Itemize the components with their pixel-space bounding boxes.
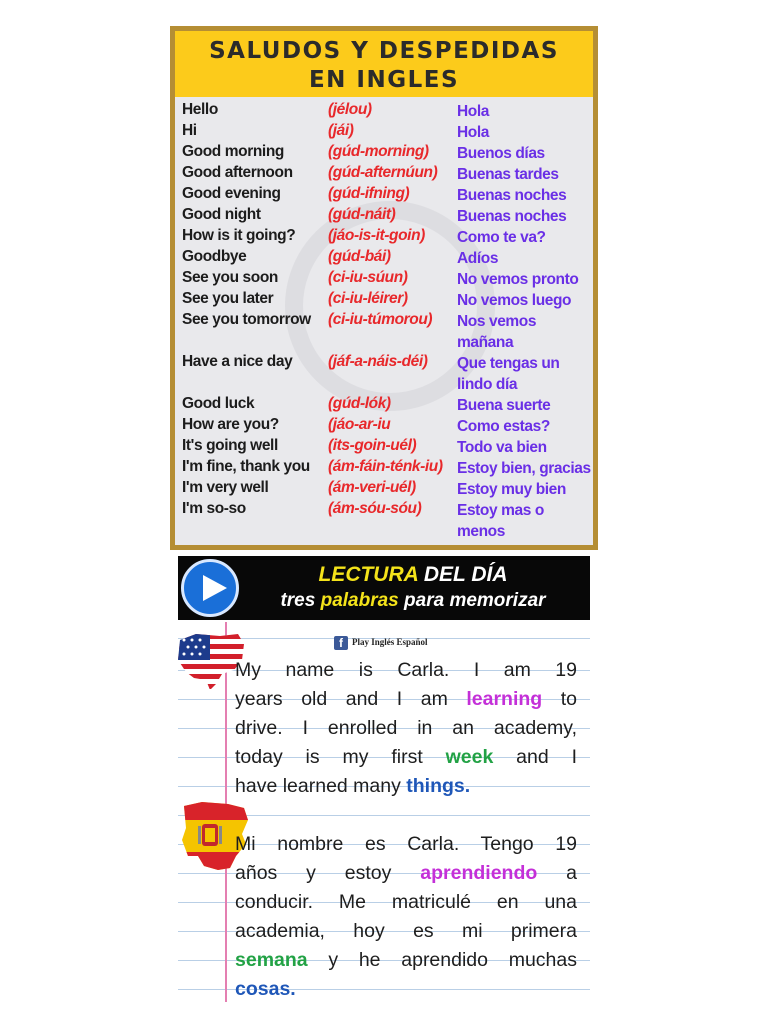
phrase-spanish-line: Adíos <box>457 250 499 267</box>
phrase-pronunciation: (jáf-a-náis-déi) <box>328 353 428 370</box>
phrase-english: Good evening <box>182 185 281 202</box>
spanish-paragraph <box>235 830 577 1004</box>
phrase-english: Good night <box>182 206 261 223</box>
phrase-spanish-line: Nos vemos <box>457 313 537 330</box>
keyword: learning <box>466 688 543 710</box>
phrase-english: Good luck <box>182 395 255 412</box>
phrase-spanish-line: Como te va? <box>457 229 546 246</box>
phrase-english: Good afternoon <box>182 164 293 181</box>
phrase-pronunciation: (its-goin-uél) <box>328 437 417 454</box>
phrase-spanish-line: Buenas tardes <box>457 166 559 183</box>
phrase-pronunciation: (gúd-ifning) <box>328 185 410 202</box>
paragraph-line <box>235 743 577 772</box>
facebook-icon: f <box>334 636 348 650</box>
phrase-english: See you soon <box>182 269 278 286</box>
text-segment: drive. I enrolled in an academy, <box>235 717 577 739</box>
text-segment: today is my first <box>235 746 446 768</box>
phrase-spanish <box>457 269 578 290</box>
phrase-spanish-line: Como estas? <box>457 418 550 435</box>
phrase-spanish-line: No vemos luego <box>457 292 572 309</box>
banner-title-highlight: LECTURA <box>318 563 419 586</box>
phrase-spanish-line: Hola <box>457 124 489 141</box>
phrase-english: I'm very well <box>182 479 269 496</box>
phrase-spanish-line: Estoy bien, gracias <box>457 460 591 477</box>
phrase-spanish-line: mañana <box>457 334 514 351</box>
phrase-spanish <box>457 437 547 458</box>
phrase-english: I'm fine, thank you <box>182 458 310 475</box>
phrase-spanish-line: Hola <box>457 103 489 120</box>
page-credit-text: Play Inglés Español <box>352 637 428 647</box>
phrase-english: Hi <box>182 122 197 139</box>
page-credit[interactable] <box>334 634 428 650</box>
phrase-spanish <box>457 500 544 542</box>
phrases-title-line2: EN INGLES <box>308 67 460 93</box>
phrase-spanish-line: Todo va bien <box>457 439 547 456</box>
phrase-english: See you tomorrow <box>182 311 311 328</box>
text-segment: a <box>537 862 577 884</box>
phrase-pronunciation: (gúd-lók) <box>328 395 391 412</box>
banner-title-rest: DEL DÍA <box>418 563 508 586</box>
play-button[interactable] <box>181 559 239 617</box>
paragraph-line <box>235 888 577 917</box>
text-segment: Mi nombre es Carla. Tengo 19 <box>235 833 577 855</box>
phrase-spanish-line: Buenas noches <box>457 187 567 204</box>
phrase-english: Good morning <box>182 143 284 160</box>
english-paragraph <box>235 656 577 801</box>
phrase-spanish <box>457 143 545 164</box>
phrase-pronunciation: (ci-iu-túmorou) <box>328 311 433 328</box>
text-segment: years old and I am <box>235 688 467 710</box>
phrase-spanish <box>457 458 591 479</box>
phrases-card-inner <box>175 31 593 545</box>
text-segment: and I <box>493 746 577 768</box>
phrase-spanish <box>457 101 489 122</box>
text-segment: años y estoy <box>235 862 421 884</box>
phrases-title-bar <box>175 31 593 97</box>
phrase-pronunciation: (jáo-ar-iu <box>328 416 391 433</box>
notebook-page <box>178 622 590 1002</box>
banner-title <box>248 563 578 587</box>
text-segment: have learned many <box>235 775 407 797</box>
phrase-english: Hello <box>182 101 218 118</box>
phrase-spanish <box>457 395 550 416</box>
phrase-english: Goodbye <box>182 248 247 265</box>
phrase-spanish <box>457 353 559 395</box>
phrase-pronunciation: (jái) <box>328 122 354 139</box>
paragraph-line <box>235 946 577 975</box>
keyword: things. <box>406 775 471 797</box>
phrase-pronunciation: (gúd-bái) <box>328 248 391 265</box>
phrases-card <box>170 26 598 550</box>
text-segment: conducir. Me matriculé en una <box>235 891 577 913</box>
text-segment: y he aprendido muchas <box>307 949 577 971</box>
phrase-spanish <box>457 227 546 248</box>
paragraph-line <box>235 714 577 743</box>
phrase-spanish-line: Que tengas un <box>457 355 560 372</box>
paragraph-line <box>235 975 577 1004</box>
play-icon <box>199 573 229 603</box>
phrase-pronunciation: (jáo-is-it-goin) <box>328 227 425 244</box>
banner-subtitle-highlight: palabras <box>320 590 399 611</box>
phrase-pronunciation: (jélou) <box>328 101 372 118</box>
phrase-spanish <box>457 164 559 185</box>
phrase-spanish-line: Estoy mas o <box>457 502 544 519</box>
keyword: cosas. <box>235 978 296 1000</box>
phrase-spanish <box>457 185 566 206</box>
text-segment: My name is Carla. I am 19 <box>235 659 577 681</box>
phrases-title-line1: SALUDOS Y DESPEDIDAS <box>209 38 559 64</box>
phrase-pronunciation: (ci-iu-léirer) <box>328 290 408 307</box>
phrase-pronunciation: (ám-fáin-ténk-iu) <box>328 458 443 475</box>
phrase-spanish <box>457 122 489 143</box>
phrase-spanish-line: lindo día <box>457 376 518 393</box>
phrase-pronunciation: (ám-veri-uél) <box>328 479 416 496</box>
keyword: week <box>445 746 494 768</box>
phrase-spanish <box>457 416 550 437</box>
paragraph-line <box>235 685 577 714</box>
banner-subtitle <box>248 590 578 612</box>
text-segment: academia, hoy es mi primera <box>235 920 577 942</box>
phrase-spanish-line: Estoy muy bien <box>457 481 566 498</box>
phrase-english: I'm so-so <box>182 500 246 517</box>
phrase-spanish <box>457 479 566 500</box>
keyword: semana <box>235 949 308 971</box>
phrase-english: How are you? <box>182 416 279 433</box>
phrase-english: See you later <box>182 290 274 307</box>
phrase-spanish-line: Buena suerte <box>457 397 551 414</box>
paragraph-line <box>235 656 577 685</box>
phrase-spanish-line: Buenas noches <box>457 208 567 225</box>
phrase-spanish <box>457 311 536 353</box>
phrase-pronunciation: (gúd-náit) <box>328 206 396 223</box>
phrase-pronunciation: (gúd-afternúun) <box>328 164 438 181</box>
phrase-english: It's going well <box>182 437 278 454</box>
text-segment: to <box>542 688 577 710</box>
phrase-pronunciation: (gúd-morning) <box>328 143 429 160</box>
phrase-spanish <box>457 206 566 227</box>
keyword: aprendiendo <box>420 862 538 884</box>
phrase-pronunciation: (ám-sóu-sóu) <box>328 500 422 517</box>
reading-banner <box>178 556 590 620</box>
phrase-spanish <box>457 290 571 311</box>
banner-subtitle-b: para memorizar <box>398 590 546 611</box>
phrase-spanish-line: Buenos días <box>457 145 545 162</box>
paragraph-line <box>235 859 577 888</box>
paragraph-line <box>235 830 577 859</box>
phrase-english: How is it going? <box>182 227 296 244</box>
banner-subtitle-a: tres <box>280 590 321 611</box>
paragraph-line <box>235 917 577 946</box>
phrase-spanish-line: No vemos pronto <box>457 271 579 288</box>
phrase-spanish-line: menos <box>457 523 505 540</box>
phrase-english: Have a nice day <box>182 353 293 370</box>
phrase-spanish <box>457 248 498 269</box>
phrase-pronunciation: (ci-iu-súun) <box>328 269 408 286</box>
paragraph-line <box>235 772 577 801</box>
